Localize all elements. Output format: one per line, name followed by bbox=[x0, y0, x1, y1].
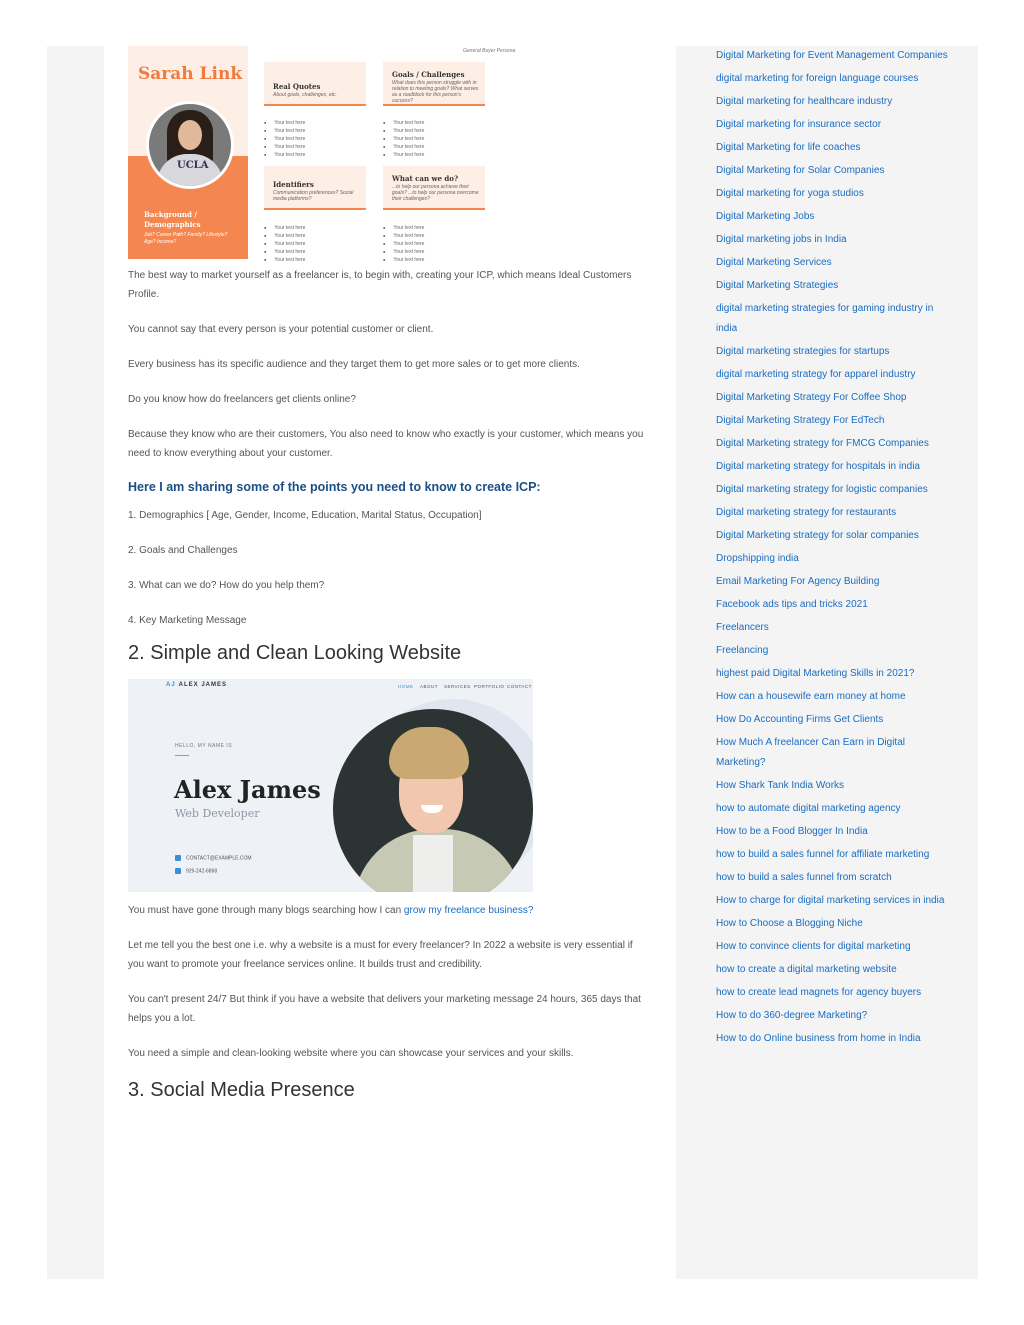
site-logo: AJ ALEX JAMES bbox=[166, 682, 228, 688]
sidebar-link[interactable]: how to automate digital marketing agency bbox=[716, 803, 901, 815]
website-preview-image bbox=[128, 679, 533, 892]
sidebar-link[interactable]: Digital Marketing for life coaches bbox=[716, 141, 861, 153]
sidebar-link[interactable]: Digital marketing for yoga studios bbox=[716, 187, 864, 199]
grow-freelance-business-link[interactable]: grow my freelance business? bbox=[403, 905, 534, 916]
sidebar-link[interactable]: Digital Marketing Strategies bbox=[716, 279, 839, 291]
persona-quotes-list: ● Your text here ● Your text here ● Your text here ● Your text here ● Your text here bbox=[264, 119, 305, 159]
site-email: CONTACT@EXAMPLE.COM bbox=[175, 855, 252, 861]
sidebar-link[interactable]: Digital Marketing Strategy For Coffee Shop bbox=[716, 392, 907, 404]
sidebar-link[interactable]: Digital Marketing Services bbox=[716, 256, 832, 268]
sidebar-link[interactable]: Digital Marketing Jobs bbox=[716, 210, 815, 222]
icp-heading: Here I am sharing some of the points you need to know to create ICP: bbox=[128, 480, 541, 494]
persona-quotes-title: Real Quotes bbox=[273, 82, 321, 91]
persona-background-sub: Job? Career Path? Family? Lifestyle? Age? Income? bbox=[144, 232, 228, 245]
sidebar-link[interactable]: How can a housewife earn money at home bbox=[716, 690, 906, 702]
sidebar-link[interactable]: How to be a Food Blogger In India bbox=[716, 826, 868, 838]
buyer-persona-image bbox=[128, 46, 528, 263]
list-item: 3. What can we do? How do you help them? bbox=[128, 580, 325, 591]
paragraph: Every business has its specific audience and they target them to get more sales or to get more clients. bbox=[128, 359, 580, 370]
sidebar-link[interactable]: Digital marketing strategy for hospitals in india bbox=[716, 461, 920, 473]
sidebar-link[interactable]: How to Choose a Blogging Niche bbox=[716, 918, 863, 930]
paragraph: You can't present 24/7 But think if you have a website that delivers your marketing message 24 hours, 365 days that helps you a lot. bbox=[128, 994, 641, 1024]
site-role: Web Developer bbox=[175, 807, 260, 820]
sidebar-link[interactable]: digital marketing strategies for gaming industry in india bbox=[716, 302, 934, 335]
site-nav-item: SERVICES bbox=[444, 684, 471, 689]
sidebar-link[interactable]: Freelancers bbox=[716, 621, 769, 633]
persona-goals-title: Goals / Challenges bbox=[392, 70, 465, 79]
sidebar-link[interactable]: How Shark Tank India Works bbox=[716, 780, 845, 792]
persona-whatcan-box bbox=[383, 166, 485, 210]
site-nav-item: HOME bbox=[398, 684, 414, 689]
persona-identifiers-sub: Communication preferences? Social media platforms? bbox=[273, 190, 354, 202]
sidebar-link[interactable]: Digital marketing strategy for logistic companies bbox=[716, 484, 928, 496]
persona-goals-list: ● Your text here ● Your text here ● Your text here ● Your text here ● Your text here bbox=[383, 119, 424, 159]
sidebar-link[interactable]: How Do Accounting Firms Get Clients bbox=[716, 713, 884, 725]
site-hello: HELLO, MY NAME IS bbox=[175, 743, 233, 749]
sidebar-link[interactable]: digital marketing for foreign language courses bbox=[716, 72, 919, 84]
persona-name: Sarah Link bbox=[138, 64, 243, 84]
sidebar-link[interactable]: How Much A freelancer Can Earn in Digital Marketing? bbox=[716, 736, 905, 769]
persona-whatcan-list: ● Your text here ● Your text here ● Your text here ● Your text here ● Your text here bbox=[383, 224, 424, 264]
sidebar-link[interactable]: how to build a sales funnel from scratch bbox=[716, 872, 892, 884]
sidebar-link[interactable]: How to do Online business from home in India bbox=[716, 1032, 921, 1044]
persona-identifiers-list: ● Your text here ● Your text here ● Your text here ● Your text here ● Your text here bbox=[264, 224, 305, 264]
paragraph: Because they know who are their customers, You also need to know who exactly is your customer, which means you need to know everything about your customer. bbox=[128, 429, 644, 459]
sidebar-link[interactable]: Freelancing bbox=[716, 644, 769, 656]
persona-whatcan-sub: ...to help our persona achieve their goals? ...to help our persona overcome their challenges? bbox=[392, 184, 479, 202]
section-heading-social: 3. Social Media Presence bbox=[128, 1079, 355, 1101]
persona-shirt-text: UCLA bbox=[177, 160, 209, 171]
persona-goals-box bbox=[383, 62, 485, 106]
persona-photo bbox=[146, 101, 234, 189]
paragraph: The best way to market yourself as a freelancer is, to begin with, creating your ICP, which means Ideal Customers Profile. bbox=[128, 270, 632, 300]
persona-quotes-box bbox=[264, 62, 366, 106]
sidebar-link[interactable]: Digital Marketing strategy for solar companies bbox=[716, 529, 919, 541]
sidebar-link[interactable]: Digital Marketing for Event Management Companies bbox=[716, 50, 948, 61]
paragraph: You cannot say that every person is your potential customer or client. bbox=[128, 324, 434, 335]
section-heading-website: 2. Simple and Clean Looking Website bbox=[128, 642, 462, 664]
site-phone: 929-242-6868 bbox=[175, 868, 217, 874]
sidebar-link[interactable]: Facebook ads tips and tricks 2021 bbox=[716, 598, 868, 610]
persona-whatcan-title: What can we do? bbox=[392, 174, 459, 183]
sidebar-link[interactable]: Digital marketing for healthcare industry bbox=[716, 95, 893, 107]
sidebar-link[interactable]: Email Marketing For Agency Building bbox=[716, 575, 880, 587]
sidebar-link[interactable]: How to convince clients for digital marketing bbox=[716, 941, 911, 953]
sidebar-link[interactable]: How to do 360-degree Marketing? bbox=[716, 1009, 868, 1021]
persona-background-title: Background / Demographics bbox=[144, 210, 201, 229]
paragraph: You need a simple and clean-looking website where you can showcase your services and your skills. bbox=[128, 1048, 574, 1059]
site-name: Alex James bbox=[174, 775, 321, 804]
sidebar-link[interactable]: how to create a digital marketing website bbox=[716, 964, 897, 975]
left-gutter bbox=[47, 46, 104, 1279]
persona-identifiers-title: Identifiers bbox=[273, 180, 314, 189]
sidebar-link[interactable]: Digital Marketing Strategy For EdTech bbox=[716, 415, 885, 427]
sidebar-link[interactable]: How to charge for digital marketing services in india bbox=[716, 895, 945, 907]
sidebar-link[interactable]: how to create lead magnets for agency buyers bbox=[716, 986, 922, 998]
list-item: 2. Goals and Challenges bbox=[128, 545, 238, 556]
persona-goals-sub: What does this person struggle with in relation to meeting goals? What serves as a roadblock for this person's success? bbox=[392, 80, 479, 104]
phone-icon bbox=[175, 868, 181, 874]
article-body bbox=[128, 46, 648, 1102]
list-item: 4. Key Marketing Message bbox=[128, 615, 247, 626]
sidebar-link[interactable]: highest paid Digital Marketing Skills in 2021? bbox=[716, 667, 915, 679]
persona-quotes-sub: About goals, challenges, etc. bbox=[273, 92, 337, 98]
category-sidebar bbox=[716, 46, 956, 1052]
site-nav-item: ABOUT bbox=[420, 684, 439, 689]
sidebar-link[interactable]: Digital marketing for insurance sector bbox=[716, 118, 882, 130]
sidebar-link[interactable]: Digital Marketing for Solar Companies bbox=[716, 164, 885, 176]
persona-identifiers-box bbox=[264, 166, 366, 210]
sidebar-link[interactable]: Digital marketing strategy for restaurants bbox=[716, 507, 897, 518]
mail-icon bbox=[175, 855, 181, 861]
sidebar-link[interactable]: Dropshipping india bbox=[716, 552, 799, 564]
sidebar-link[interactable]: Digital Marketing strategy for FMCG Companies bbox=[716, 438, 929, 450]
list-item: 1. Demographics [ Age, Gender, Income, Education, Marital Status, Occupation] bbox=[128, 510, 482, 521]
paragraph: Do you know how do freelancers get clients online? bbox=[128, 394, 356, 405]
paragraph: You must have gone through many blogs searching how I can grow my freelance business? bbox=[128, 905, 534, 916]
site-nav-item: PORTFOLIO bbox=[474, 684, 505, 689]
sidebar-link[interactable]: Digital marketing jobs in India bbox=[716, 233, 847, 245]
sidebar-link[interactable]: digital marketing strategy for apparel industry bbox=[716, 369, 916, 381]
persona-header: General Buyer Persona bbox=[463, 48, 516, 54]
site-nav-item: CONTACT bbox=[507, 684, 532, 689]
sidebar-link[interactable]: Digital marketing strategies for startups bbox=[716, 346, 890, 358]
paragraph: Let me tell you the best one i.e. why a website is a must for every freelancer? In 2022 a website is very essential if you want to promote your freelance services online. It builds trust and credibility. bbox=[128, 940, 633, 970]
sidebar-link[interactable]: how to build a sales funnel for affiliate marketing bbox=[716, 849, 930, 861]
